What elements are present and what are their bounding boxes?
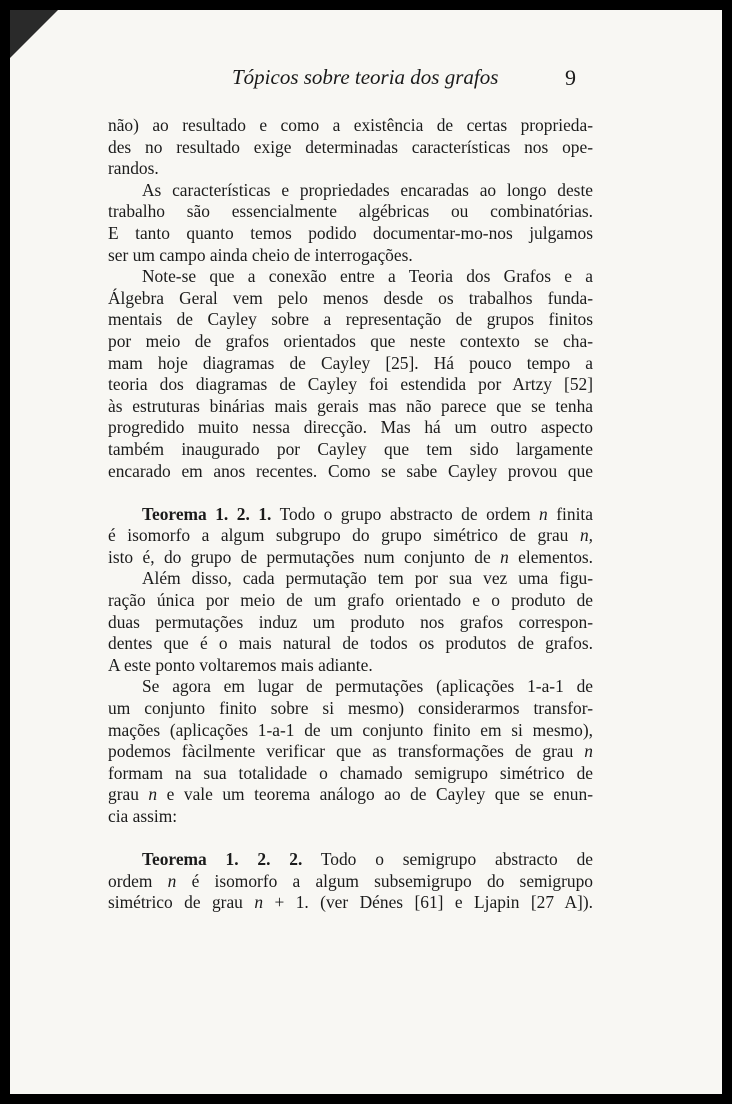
theorem-1-2-1-line: Teorema 1. 2. 1. Todo o grupo abstracto de ordem n finita [142, 503, 593, 524]
book-page [10, 10, 722, 1094]
theorem-1-2-2-line: Teorema 1. 2. 2. Todo o semigrupo abstracto de [142, 849, 593, 870]
text-line: des no resultado exige determinadas características nos ope- [108, 136, 593, 157]
text-line: Álgebra Geral vem pelo menos desde os trabalhos funda- [108, 287, 593, 308]
text-line: cia assim: [108, 806, 178, 826]
text-line: grau n e vale um teorema análogo ao de Cayley que se enun- [108, 784, 593, 805]
text-line: também inaugurado por Cayley que tem sido largamente [108, 438, 593, 459]
text-line: ração única por meio de um grafo orientado e o produto de [108, 590, 593, 611]
theorem-1-2-2-line: ordem n é isomorfo a algum subsemigrupo do semigrupo [108, 870, 593, 891]
text-line: não) ao resultado e como a existência de certas proprieda- [108, 115, 593, 135]
text-line: mam hoje diagramas de Cayley [25]. Há pouco tempo a [108, 352, 593, 373]
text-line: teoria dos diagramas de Cayley foi estendida por Artzy [52] [108, 374, 593, 395]
running-title: Tópicos sobre teoria dos grafos [232, 65, 499, 89]
theorem-1-2-2-line: simétrico de grau n + 1. (ver Dénes [61] e Ljapin [27 A]). [108, 892, 593, 913]
text-line: mações (aplicações 1-a-1 de um conjunto finito em si mesmo), [108, 719, 593, 740]
text-line: A este ponto voltaremos mais adiante. [108, 654, 373, 675]
text-line: dentes que é o mais natural de todos os produtos de grafos. [108, 633, 593, 654]
text-line: Note-se que a conexão entre a Teoria dos Grafos e a [142, 266, 593, 287]
text-line: podemos fàcilmente verificar que as transformações de grau n [108, 741, 593, 762]
text-line: um conjunto finito sobre si mesmo) considerarmos transfor- [108, 698, 593, 719]
theorem-1-2-1-line: é isomorfo a algum subgrupo do grupo simétrico de grau n, [108, 525, 593, 546]
text-line: E tanto quanto temos podido documentar-mo-nos julgamos [108, 222, 593, 243]
text-line: encarado em anos recentes. Como se sabe Cayley provou que [108, 460, 593, 481]
text-line: Se agora em lugar de permutações (aplicações 1-a-1 de [142, 676, 593, 697]
text-line: mentais de Cayley sobre a representação de grupos finitos [108, 309, 593, 330]
text-line: duas permutações induz um produto nos grafos correspon- [108, 611, 593, 632]
theorem-label: Teorema 1. 2. 1. [142, 503, 272, 524]
page-header [10, 65, 722, 95]
text-line: ser um campo ainda cheio de interrogações. [108, 244, 413, 265]
text-line: As características e propriedades encaradas ao longo deste [142, 179, 593, 200]
text-line: Além disso, cada permutação tem por sua vez uma figu- [142, 568, 593, 589]
theorem-1-2-1-line: isto é, do grupo de permutações num conjunto de n elementos. [108, 546, 593, 567]
body-text [108, 115, 593, 914]
text-line: por meio de grafos orientados que neste contexto se cha- [108, 330, 593, 351]
text-line: progredido muito nessa direcção. Mas há um outro aspecto [108, 417, 593, 438]
text-line: às estruturas binárias mais gerais mas não parece que se tenha [108, 395, 593, 416]
text-line: trabalho são essencialmente algébricas ou combinatórias. [108, 201, 593, 222]
text-line: randos. [108, 158, 159, 179]
text-line: formam na sua totalidade o chamado semigrupo simétrico de [108, 762, 593, 783]
page-number: 9 [565, 65, 576, 90]
theorem-label: Teorema 1. 2. 2. [142, 849, 303, 870]
page-corner-fold [10, 10, 58, 58]
